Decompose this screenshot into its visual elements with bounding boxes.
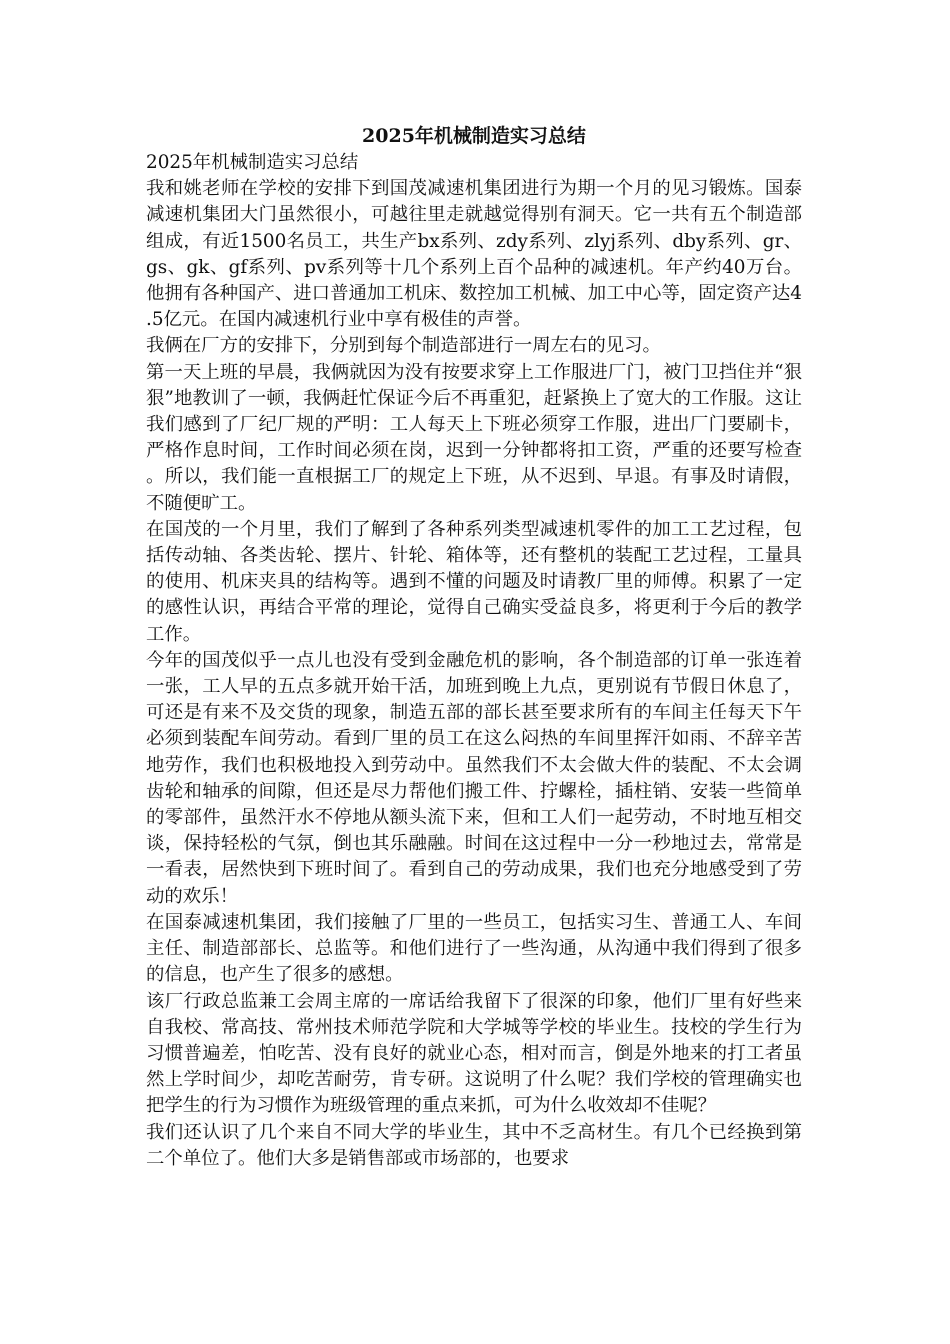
paragraph-labor: 今年的国茂似乎一点儿也没有受到金融危机的影响，各个制造部的订单一张连着一张，工人早的五点多就开始干活，加班到晚上九点，更别说有节假日休息了，可还是有来不及交货的现象，制造五部的部长甚至要求所有的车间主任每天下午必须到装配车间劳动。看到厂里的员工在这么闷热的车间里挥汗如雨、不辞辛苦地劳作，我们也积极地投入到劳动中。虽然我们不太会做大件的装配、不太会调齿轮和轴承的间隙，但还是尽力帮他们搬工件、拧螺栓，插柱销、安装一些简单的零部件，虽然汗水不停地从额头流下来，但和工人们一起劳动，不时地互相交谈，保持轻松的气氛，倒也其乐融融。时间在这过程中一分一秒地过去，常常是一看表，居然快到下班时间了。看到自己的劳动成果，我们也充分地感受到了劳动的欢乐！ — [146, 649, 802, 907]
paragraph-graduates: 我们还认识了几个来自不同大学的毕业生，其中不乏高材生。有几个已经换到第二个单位了。他们大多是销售部或市场部的，也要求 — [146, 1121, 802, 1169]
paragraph-director-words: 该厂行政总监兼工会周主席的一席话给我留下了很深的印象，他们厂里有好些来自我校、常高技、常州技术师范学院和大学城等学校的毕业生。技校的学生行为习惯普遍差，怕吃苦、没有良好的就业心态，相对而言，倒是外地来的打工者虽然上学时间少，却吃苦耐劳，肯专研。这说明了什么呢？我们学校的管理确实也把学生的行为习惯作为班级管理的重点来抓，可为什么收效却不佳呢？ — [146, 990, 802, 1117]
paragraph-company-intro: 我和姚老师在学校的安排下到国茂减速机集团进行为期一个月的见习锻炼。国泰减速机集团大门虽然很小，可越往里走就越觉得别有洞天。它一共有五个制造部组成，有近1500名员工，共生产bx系列、zdy系列、zlyj系列、dby系列、gr、gs、gk、gf系列、pv系列等十几个系列上百个品种的减速机。年产约40万台。他拥有各种国产、进口普通加工机床、数控加工机械、加工中心等，固定资产达4.5亿元。在国内减速机行业中享有极佳的声誉。 — [146, 178, 802, 331]
paragraph-first-day: 第一天上班的早晨，我俩就因为没有按要求穿上工作服进厂门，被门卫挡住并“狠狠”地教训了一顿，我俩赶忙保证今后不再重犯，赶紧换上了宽大的工作服。这让我们感到了厂纪厂规的严明：工人每天上下班必须穿工作服，进出厂门要刷卡，严格作息时间，工作时间必须在岗，迟到一分钟都将扣工资，严重的还要写检查。所以，我们能一直根据工厂的规定上下班，从不迟到、早退。有事及时请假，不随便旷工。 — [146, 361, 802, 514]
paragraph-subtitle: 2025年机械制造实习总结 — [146, 152, 359, 173]
document-title: 2025年机械制造实习总结 — [362, 125, 586, 147]
paragraph-learning: 在国茂的一个月里，我们了解到了各种系列类型减速机零件的加工工艺过程，包括传动轴、各类齿轮、摆片、针轮、箱体等，还有整机的装配工艺过程，工量具的使用、机床夹具的结构等。遇到不懂的问题及时请教厂里的师傅。积累了一定的感性认识，再结合平常的理论，觉得自己确实受益良多，将更利于今后的教学工作。 — [146, 518, 802, 645]
paragraph-arrangement: 我俩在厂方的安排下，分别到每个制造部进行一周左右的见习。 — [146, 335, 661, 357]
document-body — [146, 122, 802, 1172]
paragraph-staff-contact: 在国泰减速机集团，我们接触了厂里的一些员工，包括实习生、普通工人、车间主任、制造部部长、总监等。和他们进行了一些沟通，从沟通中我们得到了很多的信息，也产生了很多的感想。 — [146, 911, 802, 986]
